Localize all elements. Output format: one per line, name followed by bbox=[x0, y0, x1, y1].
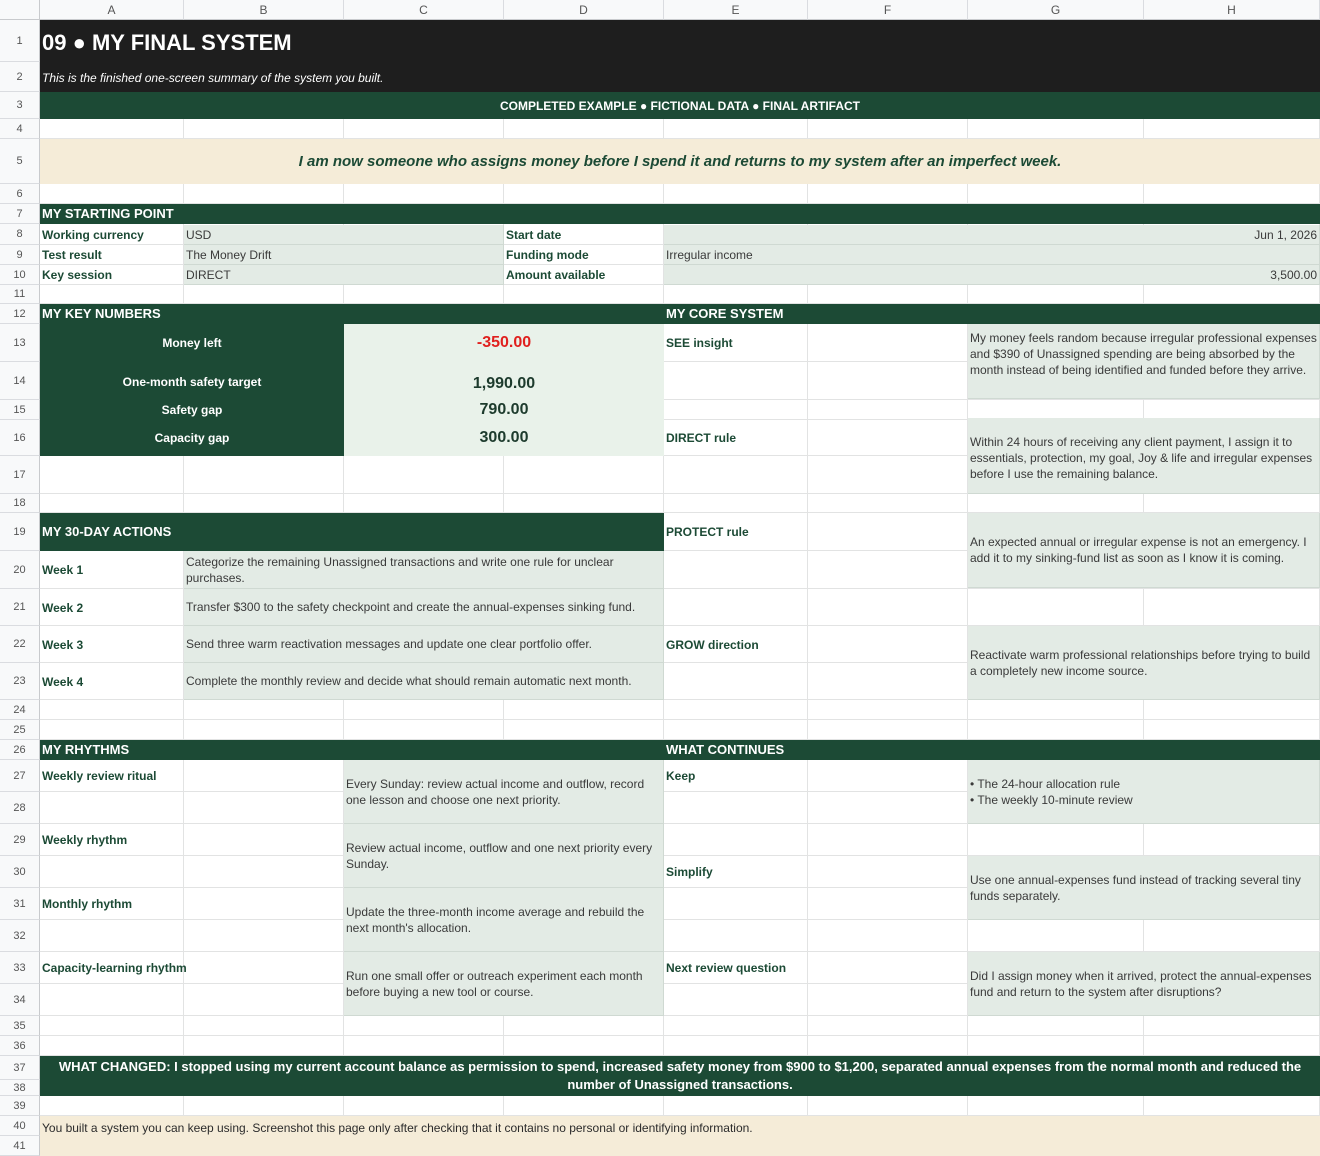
see-insight-label: SEE insight bbox=[666, 336, 733, 350]
grid-cell[interactable] bbox=[184, 984, 344, 1016]
grid-cell[interactable] bbox=[664, 700, 808, 720]
grid-cell[interactable] bbox=[968, 700, 1144, 720]
grid-cell[interactable] bbox=[1144, 494, 1320, 513]
grid-cell[interactable] bbox=[808, 920, 968, 952]
grid-cell[interactable] bbox=[808, 1016, 968, 1036]
keep-item-1: • The 24-hour allocation rule bbox=[970, 776, 1121, 791]
status-banner: COMPLETED EXAMPLE ● FICTIONAL DATA ● FINAL ARTIFACT bbox=[40, 92, 1320, 119]
grid-cell[interactable] bbox=[664, 362, 808, 400]
grid-cell[interactable] bbox=[344, 1016, 504, 1036]
grid-cell[interactable] bbox=[808, 700, 968, 720]
column-header-b[interactable]: B bbox=[184, 0, 344, 20]
grid-cell[interactable] bbox=[968, 1096, 1144, 1116]
grid-cell[interactable] bbox=[504, 720, 664, 740]
simplify-label: Simplify bbox=[666, 865, 713, 879]
grid-cell[interactable] bbox=[808, 1096, 968, 1116]
grid-cell[interactable] bbox=[1144, 700, 1320, 720]
grid-cell[interactable] bbox=[40, 494, 184, 513]
grid-cell[interactable] bbox=[968, 720, 1144, 740]
grid-cell[interactable] bbox=[808, 984, 968, 1016]
week4-label: Week 4 bbox=[42, 674, 84, 689]
week1-action[interactable]: Categorize the remaining Unassigned transactions and write one rule for unclear purchases. bbox=[184, 551, 664, 589]
row-header-2[interactable]: 2 bbox=[0, 62, 40, 92]
next-question-value[interactable]: Did I assign money when it arrived, protect the annual-expenses fund and return to the system after disruptions? bbox=[968, 952, 1320, 1016]
grid-cell[interactable] bbox=[664, 984, 808, 1016]
grid-cell[interactable] bbox=[344, 456, 504, 494]
grid-cell[interactable] bbox=[504, 494, 664, 513]
row-header-18[interactable]: 18 bbox=[0, 494, 40, 513]
week1-label: Week 1 bbox=[42, 563, 84, 577]
test-result-label: Test result bbox=[42, 248, 102, 262]
amount-available-label: Amount available bbox=[506, 268, 606, 282]
grid-cell[interactable] bbox=[968, 1036, 1144, 1056]
row-header-36[interactable]: 36 bbox=[0, 1036, 40, 1056]
grid-cell[interactable] bbox=[40, 720, 184, 740]
grid-cell[interactable] bbox=[808, 119, 968, 139]
grid-cell[interactable] bbox=[40, 984, 184, 1016]
row-header-4[interactable]: 4 bbox=[0, 119, 40, 139]
row-header-9[interactable]: 9 bbox=[0, 245, 40, 265]
simplify-value[interactable]: Use one annual-expenses fund instead of tracking several tiny funds separately. bbox=[968, 856, 1320, 920]
grid-cell[interactable] bbox=[1144, 119, 1320, 139]
grid-cell[interactable] bbox=[184, 184, 344, 204]
key-numbers-header: MY KEY NUMBERS bbox=[40, 304, 664, 324]
row-header-5[interactable]: 5 bbox=[0, 139, 40, 184]
row-header-24[interactable]: 24 bbox=[0, 700, 40, 720]
row-header-10[interactable]: 10 bbox=[0, 265, 40, 285]
grid-cell[interactable] bbox=[184, 720, 344, 740]
grid-cell[interactable] bbox=[40, 1036, 184, 1056]
actions-header: MY 30-DAY ACTIONS bbox=[40, 513, 664, 551]
grid-cell[interactable] bbox=[40, 700, 184, 720]
row-header-39[interactable]: 39 bbox=[0, 1096, 40, 1116]
row-header-37[interactable]: 37 bbox=[0, 1056, 40, 1080]
grid-cell[interactable] bbox=[664, 400, 808, 420]
grid-cell[interactable] bbox=[504, 456, 664, 494]
what-changed-banner[interactable]: WHAT CHANGED: I stopped using my current account balance as permission to spend, increased safety money from $900 to $1,200, separated annual expenses from the normal month and reduced the number of Unassigned transactions. bbox=[40, 1056, 1320, 1096]
row-header-14[interactable]: 14 bbox=[0, 362, 40, 400]
grid-cell[interactable] bbox=[40, 1016, 184, 1036]
week3-action[interactable]: Send three warm reactivation messages and update one clear portfolio offer. bbox=[184, 626, 664, 663]
grid-cell[interactable] bbox=[184, 700, 344, 720]
grid-cell[interactable] bbox=[1144, 589, 1320, 626]
capacity-gap-value[interactable]: 300.00 bbox=[344, 420, 664, 456]
protect-rule-value[interactable]: An expected annual or irregular expense is not an emergency. I add it to my sinking-fund list as soon as I know it is coming. bbox=[968, 513, 1320, 588]
grow-direction-value[interactable]: Reactivate warm professional relationships before trying to build a completely new income source. bbox=[968, 626, 1320, 700]
row-header-30[interactable]: 30 bbox=[0, 856, 40, 888]
column-header-f[interactable]: F bbox=[808, 0, 968, 20]
row-header-21[interactable]: 21 bbox=[0, 589, 40, 626]
grid-cell[interactable] bbox=[1144, 285, 1320, 304]
row-header-3[interactable]: 3 bbox=[0, 92, 40, 119]
start-date-value[interactable]: Jun 1, 2026 bbox=[664, 225, 1320, 245]
week4-action[interactable]: Complete the monthly review and decide what should remain automatic next month. bbox=[184, 663, 664, 700]
identity-statement[interactable]: I am now someone who assigns money before I spend it and returns to my system after an imperfect week. bbox=[40, 139, 1320, 184]
grid-cell[interactable] bbox=[968, 285, 1144, 304]
grid-cell[interactable] bbox=[184, 856, 344, 888]
column-header-e[interactable]: E bbox=[664, 0, 808, 20]
row-header-16[interactable]: 16 bbox=[0, 420, 40, 456]
funding-mode-label: Funding mode bbox=[506, 248, 589, 262]
grid-cell[interactable] bbox=[504, 1096, 664, 1116]
starting-point-header: MY STARTING POINT bbox=[40, 204, 1320, 224]
grid-cell[interactable] bbox=[184, 285, 344, 304]
grid-cell[interactable] bbox=[504, 119, 664, 139]
grid-cell[interactable] bbox=[808, 888, 968, 920]
grid-cell[interactable] bbox=[1144, 1036, 1320, 1056]
grid-cell[interactable] bbox=[664, 589, 808, 626]
grid-cell[interactable] bbox=[1144, 824, 1320, 856]
grid-cell[interactable] bbox=[1144, 400, 1320, 420]
weekly-rhythm-value[interactable]: Review actual income, outflow and one next priority every Sunday. bbox=[344, 824, 664, 888]
weekly-ritual-value[interactable]: Every Sunday: review actual income and outflow, record one lesson and choose one next priority. bbox=[344, 760, 664, 824]
key-session-label: Key session bbox=[42, 268, 113, 282]
row-header-27[interactable]: 27 bbox=[0, 760, 40, 792]
row-header-11[interactable]: 11 bbox=[0, 285, 40, 304]
grid-cell[interactable] bbox=[40, 285, 184, 304]
row-header-29[interactable]: 29 bbox=[0, 824, 40, 856]
grid-cell[interactable] bbox=[40, 920, 184, 952]
week2-action[interactable]: Transfer $300 to the safety checkpoint and create the annual-expenses sinking fund. bbox=[184, 589, 664, 626]
safety-gap-label: Safety gap bbox=[40, 400, 344, 420]
see-insight-value[interactable]: My money feels random because irregular professional expenses and $390 of Unassigned spending are being absorbed by the month instead of being identified and funded before they arrive. bbox=[968, 324, 1320, 399]
row-header-17[interactable]: 17 bbox=[0, 456, 40, 494]
grid-cell[interactable] bbox=[184, 494, 344, 513]
rhythms-header: MY RHYTHMS bbox=[40, 740, 664, 760]
grid-cell[interactable] bbox=[968, 920, 1144, 952]
grid-cell[interactable] bbox=[344, 720, 504, 740]
core-system-header: MY CORE SYSTEM bbox=[664, 304, 1320, 324]
grid-cell[interactable] bbox=[808, 720, 968, 740]
direct-rule-value[interactable]: Within 24 hours of receiving any client payment, I assign it to essentials, protection, my goal, Joy & life and irregular expenses before I use the remaining balance. bbox=[968, 418, 1320, 494]
grid-cell[interactable] bbox=[344, 700, 504, 720]
grid-cell[interactable] bbox=[808, 824, 968, 856]
grid-cell[interactable] bbox=[664, 1096, 808, 1116]
grid-cell[interactable] bbox=[664, 119, 808, 139]
grid-cell[interactable] bbox=[808, 792, 968, 824]
grid-cell[interactable] bbox=[40, 184, 184, 204]
grid-cell[interactable] bbox=[664, 551, 808, 589]
protect-rule-label: PROTECT rule bbox=[666, 525, 749, 539]
grid-cell[interactable] bbox=[968, 589, 1144, 626]
continues-header: WHAT CONTINUES bbox=[664, 740, 1320, 760]
grid-cell[interactable] bbox=[504, 1036, 664, 1056]
grid-cell[interactable] bbox=[40, 792, 184, 824]
grid-cell[interactable] bbox=[808, 362, 968, 400]
grid-cell[interactable] bbox=[664, 456, 808, 494]
page-subtitle: This is the finished one-screen summary of the system you built. bbox=[42, 71, 384, 85]
grid-cell[interactable] bbox=[808, 184, 968, 204]
working-currency-label: Working currency bbox=[42, 228, 144, 242]
row-header-7[interactable]: 7 bbox=[0, 204, 40, 224]
grid-cell[interactable] bbox=[808, 1036, 968, 1056]
grid-cell[interactable] bbox=[808, 589, 968, 626]
grid-cell[interactable] bbox=[664, 792, 808, 824]
grid-cell[interactable] bbox=[40, 119, 184, 139]
grid-cell[interactable] bbox=[664, 720, 808, 740]
row-header-41[interactable]: 41 bbox=[0, 1136, 40, 1156]
grid-cell[interactable] bbox=[344, 184, 504, 204]
row-header-15[interactable]: 15 bbox=[0, 400, 40, 420]
row-header-23[interactable]: 23 bbox=[0, 663, 40, 700]
grid-cell[interactable] bbox=[504, 285, 664, 304]
money-left-label: Money left bbox=[40, 324, 344, 362]
grid-cell[interactable] bbox=[664, 824, 808, 856]
row-header-13[interactable]: 13 bbox=[0, 324, 40, 362]
keep-value[interactable] bbox=[968, 760, 1320, 824]
next-question-label: Next review question bbox=[666, 961, 787, 975]
column-header-c[interactable]: C bbox=[344, 0, 504, 20]
grid-cell[interactable] bbox=[1144, 920, 1320, 952]
capacity-rhythm-value[interactable]: Run one small offer or outreach experiment each month before buying a new tool or course. bbox=[344, 952, 664, 1016]
money-left-value[interactable]: -350.00 bbox=[344, 324, 664, 362]
monthly-rhythm-label: Monthly rhythm bbox=[42, 897, 132, 911]
grid-cell[interactable] bbox=[184, 1036, 344, 1056]
row-header-1[interactable]: 1 bbox=[0, 20, 40, 62]
grid-cell[interactable] bbox=[40, 456, 184, 494]
grid-cell[interactable] bbox=[808, 551, 968, 589]
row-header-28[interactable]: 28 bbox=[0, 792, 40, 824]
row-header-40[interactable]: 40 bbox=[0, 1116, 40, 1136]
grid-cell[interactable] bbox=[504, 184, 664, 204]
row-header-38[interactable]: 38 bbox=[0, 1080, 40, 1096]
row-header-33[interactable]: 33 bbox=[0, 952, 40, 984]
direct-rule-label: DIRECT rule bbox=[666, 431, 737, 445]
grid-cell[interactable] bbox=[1144, 720, 1320, 740]
column-header-a[interactable]: A bbox=[40, 0, 184, 20]
grid-cell[interactable] bbox=[184, 1016, 344, 1036]
grid-cell[interactable] bbox=[808, 285, 968, 304]
capacity-rhythm-label: Capacity-learning rhythm bbox=[42, 961, 187, 975]
row-header-26[interactable]: 26 bbox=[0, 740, 40, 760]
row-header-20[interactable]: 20 bbox=[0, 551, 40, 589]
safety-gap-value[interactable]: 790.00 bbox=[344, 400, 664, 420]
row-header-8[interactable]: 8 bbox=[0, 224, 40, 245]
week2-label: Week 2 bbox=[42, 600, 84, 615]
grid-cell[interactable] bbox=[184, 456, 344, 494]
grid-cell[interactable] bbox=[968, 184, 1144, 204]
row-header-34[interactable]: 34 bbox=[0, 984, 40, 1016]
grid-cell[interactable] bbox=[808, 456, 968, 494]
grid-cell[interactable] bbox=[968, 119, 1144, 139]
start-date-label: Start date bbox=[506, 228, 562, 242]
grid-cell[interactable] bbox=[344, 1036, 504, 1056]
column-header-d[interactable]: D bbox=[504, 0, 664, 20]
grid-cell[interactable] bbox=[968, 824, 1144, 856]
grid-cell[interactable] bbox=[344, 1096, 504, 1116]
grid-cell[interactable] bbox=[1144, 1016, 1320, 1036]
test-result-value[interactable]: The Money Drift bbox=[184, 245, 504, 265]
page-title: 09 ● MY FINAL SYSTEM bbox=[42, 30, 292, 55]
row-header-19[interactable]: 19 bbox=[0, 513, 40, 551]
grid-cell[interactable] bbox=[40, 856, 184, 888]
grid-cell[interactable] bbox=[344, 119, 504, 139]
column-header-g[interactable]: G bbox=[968, 0, 1144, 20]
grow-direction-label: GROW direction bbox=[666, 638, 759, 652]
grid-cell[interactable] bbox=[664, 1036, 808, 1056]
weekly-rhythm-label: Weekly rhythm bbox=[42, 833, 128, 847]
keep-label: Keep bbox=[666, 769, 696, 783]
working-currency-value[interactable]: USD bbox=[184, 225, 504, 245]
week3-label: Week 3 bbox=[42, 638, 84, 652]
grid-cell[interactable] bbox=[664, 285, 808, 304]
grid-cell[interactable] bbox=[968, 400, 1144, 420]
grid-cell[interactable] bbox=[664, 663, 808, 700]
grid-cell[interactable] bbox=[184, 119, 344, 139]
grid-cell[interactable] bbox=[344, 285, 504, 304]
grid-cell[interactable] bbox=[664, 920, 808, 952]
keep-item-2: • The weekly 10-minute review bbox=[970, 792, 1133, 807]
row-header-12[interactable]: 12 bbox=[0, 304, 40, 324]
weekly-ritual-label: Weekly review ritual bbox=[42, 769, 157, 783]
funding-mode-value[interactable]: Irregular income bbox=[664, 245, 1320, 265]
grid-cell[interactable] bbox=[968, 1016, 1144, 1036]
footer-note[interactable]: You built a system you can keep using. Screenshot this page only after checking that it contains no personal or identifying information. bbox=[40, 1116, 1320, 1156]
grid-cell[interactable] bbox=[664, 494, 808, 513]
grid-cell[interactable] bbox=[40, 1096, 184, 1116]
grid-cell[interactable] bbox=[664, 888, 808, 920]
grid-cell[interactable] bbox=[664, 1016, 808, 1036]
amount-available-value[interactable]: 3,500.00 bbox=[664, 265, 1320, 285]
safety-target-value[interactable]: 1,990.00 bbox=[344, 362, 664, 400]
row-header-31[interactable]: 31 bbox=[0, 888, 40, 920]
select-all-corner[interactable] bbox=[0, 0, 40, 20]
row-header-25[interactable]: 25 bbox=[0, 720, 40, 740]
grid-cell[interactable] bbox=[664, 184, 808, 204]
safety-target-label: One-month safety target bbox=[40, 362, 344, 400]
monthly-rhythm-value[interactable]: Update the three-month income average and rebuild the next month's allocation. bbox=[344, 888, 664, 952]
grid-cell[interactable] bbox=[504, 700, 664, 720]
grid-cell[interactable] bbox=[968, 494, 1144, 513]
row-header-32[interactable]: 32 bbox=[0, 920, 40, 952]
grid-cell[interactable] bbox=[504, 1016, 664, 1036]
key-session-value[interactable]: DIRECT bbox=[184, 265, 504, 285]
grid-cell[interactable] bbox=[184, 792, 344, 824]
row-header-6[interactable]: 6 bbox=[0, 184, 40, 204]
row-header-22[interactable]: 22 bbox=[0, 626, 40, 663]
row-header-35[interactable]: 35 bbox=[0, 1016, 40, 1036]
grid-cell[interactable] bbox=[184, 920, 344, 952]
grid-cell[interactable] bbox=[344, 494, 504, 513]
column-header-h[interactable]: H bbox=[1144, 0, 1320, 20]
grid-cell[interactable] bbox=[1144, 184, 1320, 204]
grid-cell[interactable] bbox=[184, 1096, 344, 1116]
grid-cell[interactable] bbox=[808, 663, 968, 700]
grid-cell[interactable] bbox=[808, 400, 968, 420]
capacity-gap-label: Capacity gap bbox=[40, 420, 344, 456]
grid-cell[interactable] bbox=[808, 494, 968, 513]
grid-cell[interactable] bbox=[1144, 1096, 1320, 1116]
